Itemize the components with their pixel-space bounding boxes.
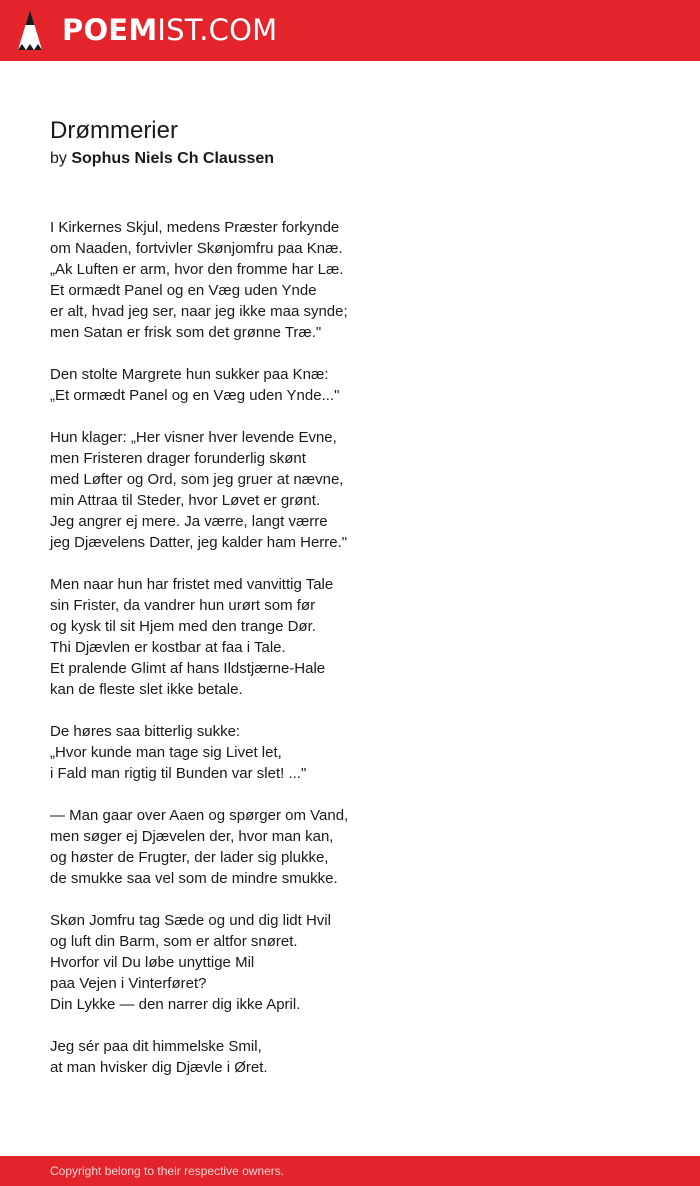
poem-stanza (50, 805, 650, 889)
poem-line: Et pralende Glimt af hans Ildstjærne-Hale (50, 660, 326, 677)
poem-line: de smukke saa vel som de mindre smukke. (50, 870, 338, 887)
poem-stanza (50, 574, 650, 700)
poem-line: „Hvor kunde man tage sig Livet let, (50, 744, 282, 761)
poem-line: kan de fleste slet ikke betale. (50, 681, 243, 698)
logo-light-text: IST.COM (157, 13, 278, 47)
poem-line: — Man gaar over Aaen og spørger om Vand, (50, 807, 349, 824)
poem-line: men Fristeren drager forunderlig skønt (50, 450, 306, 467)
poem-line: jeg Djævelens Datter, jeg kalder ham Herre." (50, 534, 348, 551)
byline (50, 147, 650, 171)
copyright-text: Copyright belong to their respective owners. (50, 1164, 285, 1178)
poem-line: I Kirkernes Skjul, medens Præster forkynde (50, 219, 340, 236)
poem-line: og kysk til sit Hjem med den trange Dør. (50, 618, 316, 635)
poem-line: Men naar hun har fristet med vanvittig Tale (50, 576, 334, 593)
poem-stanza (50, 910, 650, 1015)
poem-line: men Satan er frisk som det grønne Træ." (50, 324, 322, 341)
poem-line: paa Vejen i Vinterføret? (50, 975, 207, 992)
poem-line: „Et ormædt Panel og en Væg uden Ynde..." (50, 387, 340, 404)
poem-stanza (50, 427, 650, 553)
site-logo-text (62, 13, 277, 47)
poem-line: „Ak Luften er arm, hvor den fromme har Læ. (50, 261, 344, 278)
poem-title: Drømmerier (50, 117, 178, 144)
poem-line: Thi Djævlen er kostbar at faa i Tale. (50, 639, 286, 656)
poem-line: sin Frister, da vandrer hun urørt som før (50, 597, 316, 614)
poem-line: De høres saa bitterlig sukke: (50, 723, 241, 740)
poem-line: Skøn Jomfru tag Sæde og und dig lidt Hvil (50, 912, 331, 929)
poem-line: og luft din Barm, som er altfor snøret. (50, 933, 298, 950)
poem-line: Jeg angrer ej mere. Ja værre, langt værre (50, 513, 328, 530)
author-name: Sophus Niels Ch Claussen (71, 150, 275, 167)
poem-line: er alt, hvad jeg ser, naar jeg ikke maa synde; (50, 303, 348, 320)
poem-line: Et ormædt Panel og en Væg uden Ynde (50, 282, 317, 299)
poem-stanza (50, 721, 650, 784)
poem-line: min Attraa til Steder, hvor Løvet er grønt. (50, 492, 321, 509)
logo-bold-text: POEM (62, 13, 158, 47)
poem-line: Hun klager: „Her visner hver levende Evne, (50, 429, 337, 446)
poem-body (50, 217, 650, 1078)
poem-line: Hvorfor vil Du løbe unyttige Mil (50, 954, 255, 971)
poem-stanza (50, 364, 650, 406)
pencil-tip-icon (17, 9, 43, 51)
poem-stanza (50, 217, 650, 343)
poem-line: Jeg sér paa dit himmelske Smil, (50, 1038, 262, 1055)
by-label: by (50, 150, 67, 167)
poem-content (50, 116, 650, 1099)
poem-stanza (50, 1036, 650, 1078)
poem-line: Din Lykke — den narrer dig ikke April. (50, 996, 301, 1013)
poem-line: Den stolte Margrete hun sukker paa Knæ: (50, 366, 329, 383)
site-footer (0, 1156, 700, 1186)
site-header (0, 0, 700, 61)
poem-line: om Naaden, fortvivler Skønjomfru paa Knæ. (50, 240, 343, 257)
poem-line: at man hvisker dig Djævle i Øret. (50, 1059, 268, 1076)
poem-line: med Løfter og Ord, som jeg gruer at nævne, (50, 471, 344, 488)
poem-line: og høster de Frugter, der lader sig plukke, (50, 849, 329, 866)
poem-line: men søger ej Djævelen der, hvor man kan, (50, 828, 334, 845)
poem-line: i Fald man rigtig til Bunden var slet! ..." (50, 765, 307, 782)
